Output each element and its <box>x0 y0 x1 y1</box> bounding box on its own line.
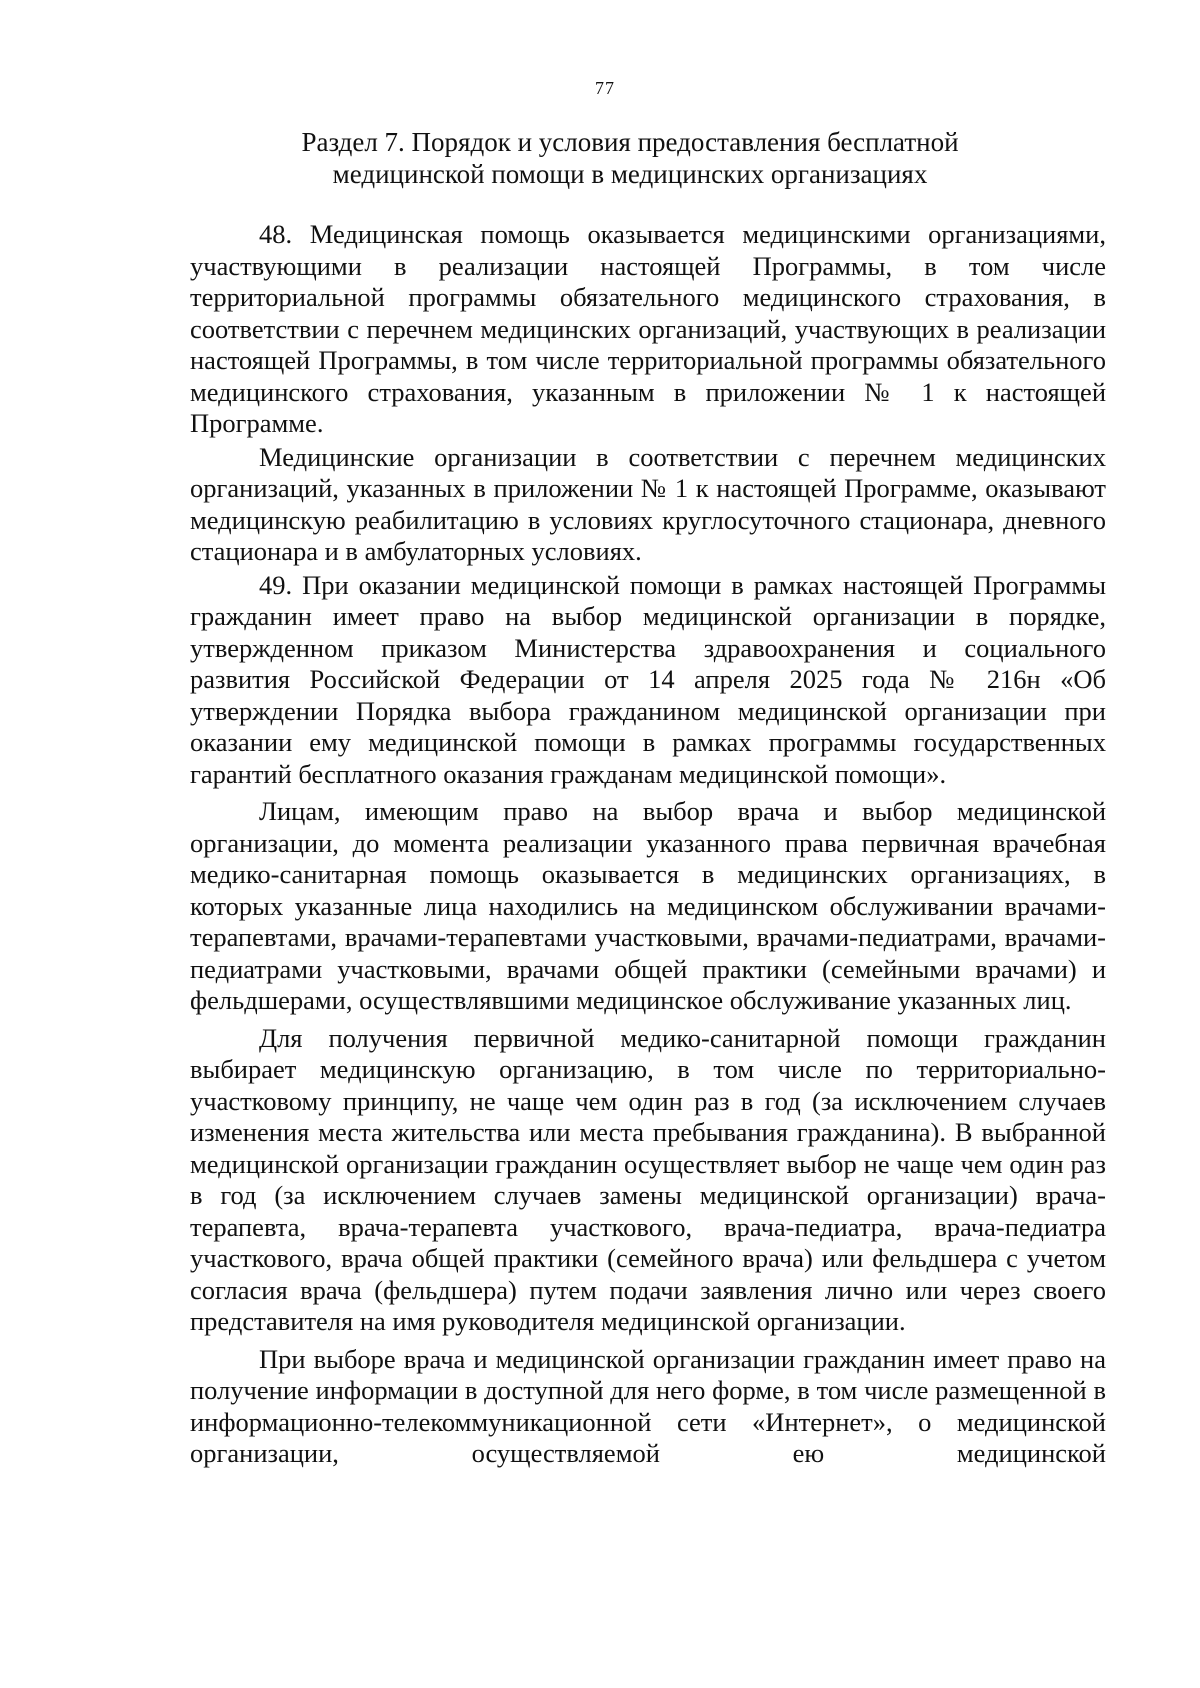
section-title-line-1: Раздел 7. Порядок и условия предоставления бесплатной <box>301 127 959 157</box>
paragraph-primary-care-choice: Для получения первичной медико-санитарной помощи гражданин выбирает медицинскую организацию, в том числе по территориально-участковому принципу, не чаще чем один раз в год (за исключением случаев изменения места жительства или места пребывания гражданина). В выбранной медицинской организации гражданин осуществляет выбор не чаще чем один раз в год (за исключением случаев замены медицинской организации) врача-терапевта, врача-терапевта участкового, врача-педиатра, врача-педиатра участкового, врача общей практики (семейного врача) или фельдшера с учетом согласия врача (фельдшера) путем подачи заявления лично или через своего представителя на имя руководителя медицинской организации. <box>190 1022 1106 1336</box>
paragraph-rehabilitation: Медицинские организации в соответствии с перечнем медицинских организаций, указанных в приложении № 1 к настоящей Программе, оказывают медицинскую реабилитацию в условиях круглосуточного стационара, дневного стационара и в амбулаторных условиях. <box>190 441 1106 566</box>
paragraph-doctor-choice-persons: Лицам, имеющим право на выбор врача и выбор медицинской организации, до момента реализации указанного права первичная врачебная медико-санитарная помощь оказывается в медицинских организациях, в которых указанные лица находились на медицинском обслуживании врачами-терапевтами, врачами-терапевтами участковыми, врачами-педиатрами, врачами-педиатрами участковыми, врачами общей практики (семейными врачами) и фельдшерами, осуществлявшими медицинское обслуживание указанных лиц. <box>190 796 1106 1015</box>
section-title-line-2: медицинской помощи в медицинских организациях <box>332 159 928 189</box>
section-title <box>240 126 1020 190</box>
page-number: 77 <box>595 78 615 98</box>
document-body <box>190 219 1106 1470</box>
paragraph-49: 49. При оказании медицинской помощи в рамках настоящей Программы гражданин имеет право на выбор медицинской организации в порядке, утвержденном приказом Министерства здравоохранения и социального развития Российской Федерации от 14 апреля 2025 года № 216н «Об утверждении Порядка выбора гражданином медицинской организации при оказании ему медицинской помощи в рамках программы государственных гарантий бесплатного оказания гражданам медицинской помощи». <box>190 569 1106 789</box>
paragraph-information-right: При выборе врача и медицинской организации гражданин имеет право на получение информации в доступной для него форме, в том числе размещенной в информационно-телекоммуникационной сети «Интернет», о медицинской организации, осуществляемой ею медицинской <box>190 1343 1106 1468</box>
paragraph-48: 48. Медицинская помощь оказывается медицинскими организациями, участвующими в реализации настоящей Программы, в том числе территориальной программы обязательного медицинского страхования, в соответствии с перечнем медицинских организаций, участвующих в реализации настоящей Программы, в том числе территориальной программы обязательного медицинского страхования, указанным в приложении № 1 к настоящей Программе. <box>190 219 1106 438</box>
